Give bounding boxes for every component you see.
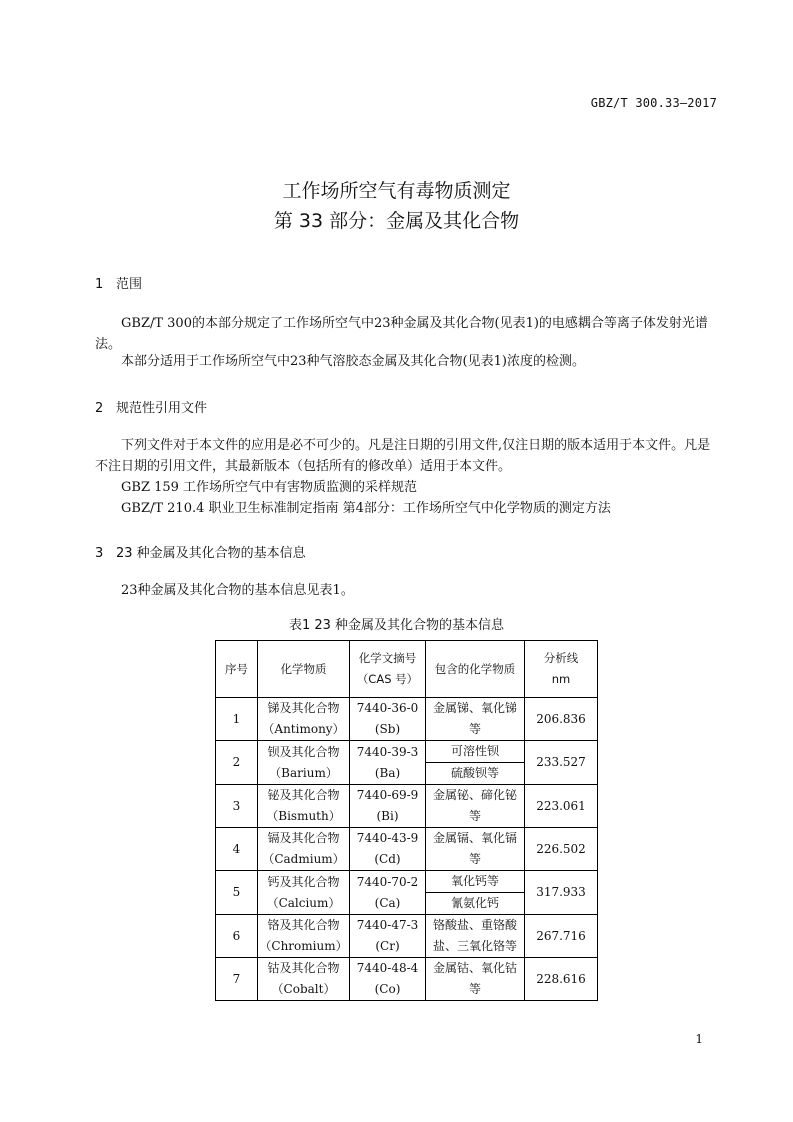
cell-substance (258, 915, 350, 958)
header-wavelength (525, 641, 598, 698)
cell-compounds (426, 828, 525, 871)
compound-line2: 等 (468, 852, 481, 866)
cell-seq: 5 (216, 871, 258, 915)
compound-line2: 等 (468, 722, 481, 736)
substance-english: （Antimony） (262, 722, 345, 736)
cell-wavelength: 226.502 (525, 828, 598, 871)
header-wavelength-line1: 分析线 (543, 651, 579, 665)
cell-seq: 2 (216, 741, 258, 785)
cas-number: 7440-36-0 (356, 701, 419, 715)
cell-cas (350, 871, 426, 915)
section-number: 1 (95, 277, 104, 292)
element-symbol: (Ba) (374, 765, 401, 780)
cell-cas (350, 785, 426, 828)
compound-line2: 等 (468, 982, 481, 996)
cell-substance (258, 698, 350, 741)
header-cas-line1: 化学文摘号 (358, 651, 417, 665)
cell-seq: 3 (216, 785, 258, 828)
element-symbol: (Cr) (375, 939, 400, 953)
header-cas-line2: （CAS 号） (356, 672, 419, 686)
cas-number: 7440-69-9 (356, 788, 419, 802)
cell-compounds (426, 698, 525, 741)
cell-cas (350, 741, 426, 785)
compound-line1: 金属铋、碲化铋 (432, 788, 517, 802)
cas-number: 7440-70-2 (356, 874, 419, 889)
header-wavelength-unit: nm (551, 672, 571, 686)
substance-english: （Cadmium） (262, 852, 345, 866)
cell-wavelength: 223.061 (525, 785, 598, 828)
substance-english: （Cobalt） (271, 982, 336, 996)
header-cas (350, 641, 426, 698)
table-row (216, 741, 598, 763)
compound-line1: 金属锑、氧化锑 (432, 701, 517, 715)
substance-english: （Calcium） (266, 895, 341, 910)
section-1-paragraph-1: GBZ/T 300的本部分规定了工作场所空气中23种金属及其化合物(见表1)的电感耦合等离子体发射光谱法。 (95, 316, 708, 352)
cell-wavelength: 317.933 (525, 871, 598, 915)
cell-seq: 4 (216, 828, 258, 871)
cas-number: 7440-47-3 (356, 918, 419, 932)
element-symbol: (Sb) (374, 722, 401, 736)
cas-number: 7440-48-4 (356, 961, 419, 975)
element-symbol: (Ca) (374, 895, 401, 910)
cell-substance (258, 741, 350, 785)
element-symbol: (Cd) (374, 852, 401, 866)
cell-seq: 7 (216, 958, 258, 1001)
compound-line2: 等 (468, 809, 481, 823)
cell-cas (350, 698, 426, 741)
cell-wavelength: 233.527 (525, 741, 598, 785)
substance-english: （Bismuth） (266, 809, 341, 823)
compound-line1: 金属镉、氧化镉 (432, 831, 517, 845)
cell-wavelength: 228.616 (525, 958, 598, 1001)
cell-cas (350, 828, 426, 871)
header-compounds: 包含的化学物质 (426, 641, 525, 698)
cell-wavelength: 206.836 (525, 698, 598, 741)
section-title: 范围 (116, 277, 143, 292)
substance-name: 镉及其化合物 (267, 831, 340, 845)
standard-code: GBZ/T 300.33—2017 (590, 96, 717, 110)
reference-gbzt-210-4: GBZ/T 210.4 职业卫生标准制定指南 第4部分：工作场所空气中化学物质的测定方法 (121, 501, 611, 516)
header-substance: 化学物质 (258, 641, 350, 698)
cell-cas (350, 958, 426, 1001)
section-number: 2 (95, 401, 104, 416)
cell-compound-a: 氧化钙等 (426, 871, 525, 893)
element-symbol: (Co) (374, 982, 401, 996)
cell-compound-a: 可溶性钡 (426, 741, 525, 763)
substance-name: 锑及其化合物 (267, 701, 340, 715)
section-2-heading (95, 397, 207, 416)
cell-substance (258, 828, 350, 871)
cell-compound-b: 氰氨化钙 (426, 893, 525, 915)
cell-substance (258, 958, 350, 1001)
section-title: 规范性引用文件 (116, 401, 208, 416)
cell-wavelength: 267.716 (525, 915, 598, 958)
cell-seq: 1 (216, 698, 258, 741)
reference-gbz-159: GBZ 159 工作场所空气中有害物质监测的采样规范 (121, 480, 418, 495)
substance-name: 铬及其化合物 (267, 918, 340, 932)
document-title: 工作场所空气有毒物质测定 (282, 180, 511, 202)
cell-seq: 6 (216, 915, 258, 958)
element-symbol: (Bi) (376, 809, 399, 823)
cell-compounds (426, 958, 525, 1001)
cell-compound-b: 硫酸钡等 (426, 763, 525, 785)
substance-english: （Barium） (269, 765, 338, 780)
section-title: 23 种金属及其化合物的基本信息 (116, 546, 306, 561)
section-number: 3 (95, 546, 104, 561)
cell-substance (258, 785, 350, 828)
substance-name: 钡及其化合物 (267, 744, 340, 759)
table-header-row (216, 641, 598, 698)
compound-line1: 铬酸盐、重铬酸 (432, 918, 517, 932)
substance-name: 钙及其化合物 (267, 874, 340, 889)
cell-substance (258, 871, 350, 915)
section-1-heading (95, 273, 142, 292)
compound-line1: 金属钴、氧化钴 (432, 961, 517, 975)
cas-number: 7440-43-9 (356, 831, 419, 845)
substance-name: 铋及其化合物 (267, 788, 340, 802)
cas-number: 7440-39-3 (356, 744, 419, 759)
section-3-paragraph-1: 23种金属及其化合物的基本信息见表1。 (121, 583, 354, 598)
document-subtitle: 第 33 部分：金属及其化合物 (273, 210, 520, 232)
cell-cas (350, 915, 426, 958)
substance-name: 钴及其化合物 (267, 961, 340, 975)
section-2-paragraph-1: 下列文件对于本文件的应用是必不可少的。凡是注日期的引用文件,仅注日期的版本适用于本文件。凡是不注日期的引用文件，其最新版本（包括所有的修改单）适用于本文件。 (95, 438, 711, 474)
section-1-paragraph-2: 本部分适用于工作场所空气中23种气溶胶态金属及其化合物(见表1)浓度的检测。 (121, 354, 585, 369)
substance-english: （Chromium） (259, 939, 348, 953)
section-3-heading (95, 542, 306, 561)
cell-compounds (426, 915, 525, 958)
cell-compounds (426, 785, 525, 828)
table-caption: 表1 23 种金属及其化合物的基本信息 (288, 618, 505, 633)
compound-line2: 盐、三氧化铬等 (432, 939, 517, 953)
header-seq: 序号 (216, 641, 258, 698)
metals-info-table (215, 640, 598, 1001)
table-row (216, 871, 598, 893)
page-number: 1 (695, 1032, 703, 1046)
